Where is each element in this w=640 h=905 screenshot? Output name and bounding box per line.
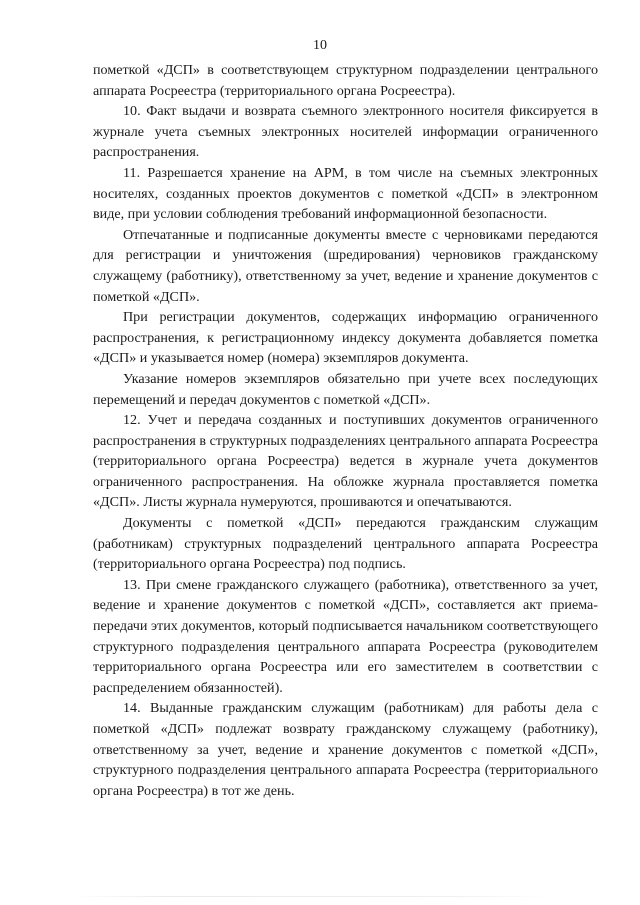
document-body [93, 60, 598, 801]
paragraph: Указание номеров экземпляров обязательно при учете всех последующих перемещений и передач документов с пометкой «ДСП». [93, 370, 598, 408]
paragraph: 12. Учет и передача созданных и поступивших документов ограниченного распространения в структурных подразделениях центрального аппарата Росреестра (территориального органа Росреестра) ведется в журнале учета документов ограниченного распространения. На обложке журнала проставляется пометка «ДСП». Листы журнала нумеруются, прошиваются и опечатываются. [93, 412, 598, 511]
paragraph: 11. Разрешается хранение на АРМ, в том числе на съемных электронных носителях, созданных проектов документов с пометкой «ДСП» в электронном виде, при условии соблюдения требований информационной безопасности. [93, 164, 598, 223]
paragraph: 13. При смене гражданского служащего (работника), ответственного за учет, ведение и хранение документов с пометкой «ДСП», составляется акт приема-передачи этих документов, который подписывается начальником соответствующего структурного подразделения центрального аппарата Росреестра (руководителем территориального органа Росреестра или его заместителем в соответствии с распределением обязанностей). [93, 576, 598, 696]
paragraph: Документы с пометкой «ДСП» передаются гражданским служащим (работникам) структурных подразделений центрального аппарата Росреестра (территориального органа Росреестра) под подпись. [93, 515, 598, 573]
paragraph: 14. Выданные гражданским служащим (работникам) для работы дела с пометкой «ДСП» подлежат возврату гражданскому служащему (работнику), ответственному за учет, ведение и хранение документов с пометкой «ДСП», структурного подразделения центрального аппарата Росреестра (территориального органа Росреестра) в тот же день. [93, 700, 598, 799]
paragraph: Отпечатанные и подписанные документы вместе с черновиками передаются для регистрации и уничтожения (шредирования) черновиков гражданскому служащему (работнику), ответственному за учет, ведение и хранение документов с пометкой «ДСП». [93, 226, 598, 305]
paragraph: пометкой «ДСП» в соответствующем структурном подразделении центрального аппарата Росреестра (территориального органа Росреестра). [93, 62, 598, 99]
paragraph: При регистрации документов, содержащих информацию ограниченного распространения, к регистрационному индексу документа добавляется пометка «ДСП» и указывается номер (номера) экземпляров документа. [93, 309, 598, 367]
page-number: 10 [313, 38, 327, 53]
scan-edge-line [70, 896, 550, 897]
paragraph: 10. Факт выдачи и возврата съемного электронного носителя фиксируется в журнале учета съемных электронных носителей информации ограниченного распространения. [93, 103, 598, 161]
